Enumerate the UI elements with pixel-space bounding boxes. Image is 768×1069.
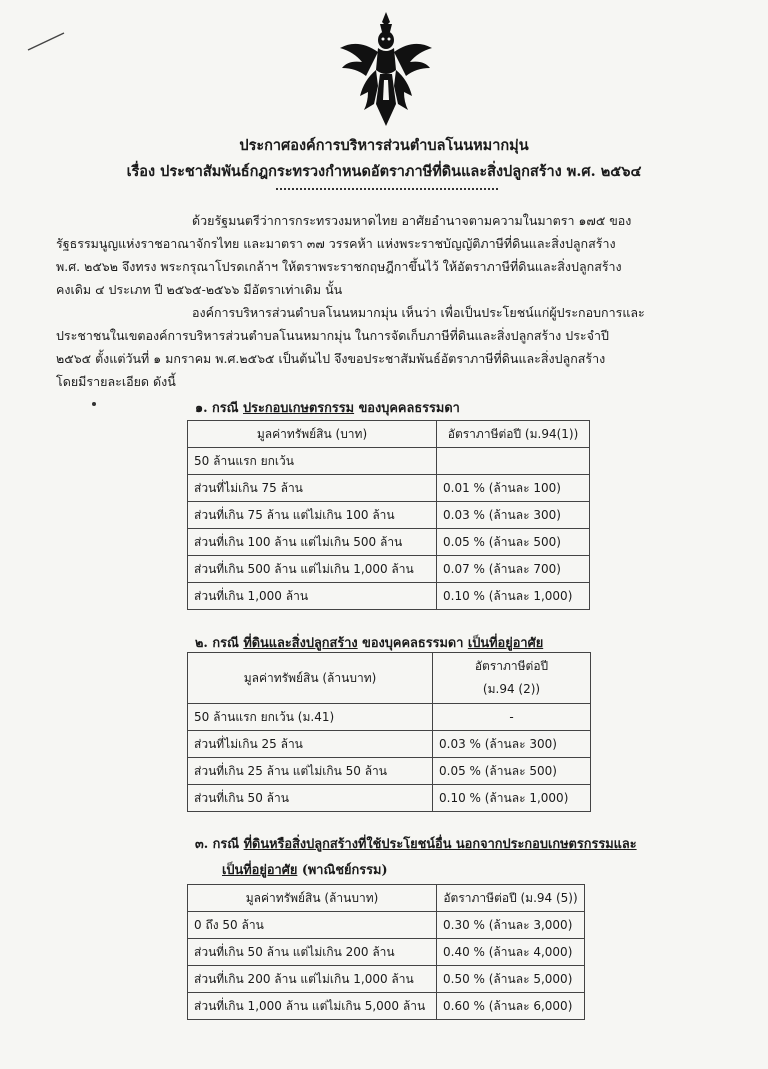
table-row xyxy=(188,583,590,610)
table-row xyxy=(188,966,585,993)
table-cell: 0.30 % (ล้านละ 3,000) xyxy=(437,912,585,939)
section-topic: ที่ดินและสิ่งปลูกสร้าง xyxy=(243,636,358,651)
section-topic: ที่ดินหรือสิ่งปลูกสร้างที่ใช้ประโยชน์อื่น นอกจากประกอบเกษตรกรรมและ xyxy=(243,837,637,852)
section-topic-2: เป็นที่อยู่อาศัย xyxy=(467,636,544,651)
announcement-title: ประกาศองค์การบริหารส่วนตำบลโนนหมากมุ่น xyxy=(239,137,529,154)
table-cell: 50 ล้านแรก ยกเว้น (ม.41) xyxy=(188,704,433,731)
section-3-heading-cont xyxy=(222,859,388,880)
paragraph-2 xyxy=(56,301,712,393)
section-1-heading xyxy=(195,397,460,418)
table-row xyxy=(188,758,591,785)
table-cell: 0.03 % (ล้านละ 300) xyxy=(437,502,590,529)
table-cell: 0.50 % (ล้านละ 5,000) xyxy=(437,966,585,993)
section-3-heading xyxy=(195,833,637,854)
table-row xyxy=(188,993,585,1020)
table-header-row xyxy=(188,885,585,912)
table-cell: 0.10 % (ล้านละ 1,000) xyxy=(433,785,591,812)
paragraph-line: รัฐธรรมนูญแห่งราชอาณาจักรไทย และมาตรา ๓๗ วรรคห้า แห่งพระราชบัญญัติภาษีที่ดินและสิ่งปลูกสร้าง xyxy=(56,236,616,251)
paragraph-1 xyxy=(56,209,712,301)
section-2-heading xyxy=(195,632,543,653)
table-row xyxy=(188,475,590,502)
paragraph-line: โดยมีรายละเอียด ดังนี้ xyxy=(56,374,176,389)
paragraph-line: ๒๕๖๕ ตั้งแต่วันที่ ๑ มกราคม พ.ศ.๒๕๖๕ เป็นต้นไป จึงขอประชาสัมพันธ์อัตราภาษีที่ดินและสิ่งปลูกสร้าง xyxy=(56,351,606,366)
table-cell: ส่วนที่เกิน 100 ล้าน แต่ไม่เกิน 500 ล้าน xyxy=(188,529,437,556)
table-cell: ส่วนที่เกิน 50 ล้าน xyxy=(188,785,433,812)
section-topic-rest: ของบุคคลธรรมดา xyxy=(357,636,468,651)
table-row xyxy=(188,529,590,556)
table-cell: 0.05 % (ล้านละ 500) xyxy=(433,758,591,785)
table-row xyxy=(188,731,591,758)
table-cell: 0.07 % (ล้านละ 700) xyxy=(437,556,590,583)
table-cell: ส่วนที่เกิน 25 ล้าน แต่ไม่เกิน 50 ล้าน xyxy=(188,758,433,785)
garuda-emblem-icon xyxy=(338,10,434,128)
table-row xyxy=(188,502,590,529)
table-cell: ส่วนที่เกิน 500 ล้าน แต่ไม่เกิน 1,000 ล้าน xyxy=(188,556,437,583)
table-cell: 0.40 % (ล้านละ 4,000) xyxy=(437,939,585,966)
section-number: ๓. กรณี xyxy=(195,837,244,852)
table-row xyxy=(188,556,590,583)
section-number: ๑. กรณี xyxy=(195,401,239,416)
paragraph-line: ด้วยรัฐมนตรีว่าการกระทรวงมหาดไทย อาศัยอำนาจตามความในมาตรา ๑๗๕ ของ xyxy=(192,213,632,228)
table-row xyxy=(188,448,590,475)
column-header-value: มูลค่าทรัพย์สิน (ล้านบาท) xyxy=(188,885,437,912)
table-row xyxy=(188,704,591,731)
table-row xyxy=(188,939,585,966)
column-header-rate-line2: (ม.94 (2)) xyxy=(482,682,541,696)
column-header-value: มูลค่าทรัพย์สิน (บาท) xyxy=(188,421,437,448)
section-topic: ประกอบเกษตรกรรม xyxy=(243,401,355,416)
table-header-row xyxy=(188,421,590,448)
paragraph-line: คงเดิม ๔ ประเภท ปี ๒๕๖๕-๒๕๖๖ มีอัตราเท่าเดิม นั้น xyxy=(56,282,343,297)
table-cell: ส่วนที่เกิน 1,000 ล้าน แต่ไม่เกิน 5,000 ล้าน xyxy=(188,993,437,1020)
pen-stroke-mark xyxy=(26,30,66,52)
section-topic-rest: ของบุคคลธรรมดา xyxy=(354,401,460,416)
table-cell: - xyxy=(433,704,591,731)
table-row xyxy=(188,785,591,812)
paragraph-line: ประชาชนในเขตองค์การบริหารส่วนตำบลโนนหมากมุ่น ในการจัดเก็บภาษีที่ดินและสิ่งปลูกสร้าง ประจำปี xyxy=(56,328,609,343)
column-header-value: มูลค่าทรัพย์สิน (ล้านบาท) xyxy=(188,653,433,704)
table-cell xyxy=(437,448,590,475)
table-row xyxy=(188,912,585,939)
table-cell: 0.05 % (ล้านละ 500) xyxy=(437,529,590,556)
paragraph-line: องค์การบริหารส่วนตำบลโนนหมากมุ่น เห็นว่า เพื่อเป็นประโยชน์แก่ผู้ประกอบการและ xyxy=(192,305,645,320)
table-cell: ส่วนที่เกิน 1,000 ล้าน xyxy=(188,583,437,610)
table-cell: ส่วนที่เกิน 50 ล้าน แต่ไม่เกิน 200 ล้าน xyxy=(188,939,437,966)
column-header-rate-line1: อัตราภาษีต่อปี xyxy=(474,659,549,673)
table-cell: ส่วนที่ไม่เกิน 75 ล้าน xyxy=(188,475,437,502)
tax-rate-table-residential xyxy=(187,652,591,812)
stray-dot-mark xyxy=(92,402,96,406)
table-cell: ส่วนที่ไม่เกิน 25 ล้าน xyxy=(188,731,433,758)
table-cell: ส่วนที่เกิน 200 ล้าน แต่ไม่เกิน 1,000 ล้าน xyxy=(188,966,437,993)
column-header-rate xyxy=(433,653,591,704)
table-cell: 0 ถึง 50 ล้าน xyxy=(188,912,437,939)
tax-rate-table-agriculture xyxy=(187,420,590,610)
table-header-row xyxy=(188,653,591,704)
section-topic-rest: (พาณิชย์กรรม) xyxy=(297,863,388,878)
table-cell: 0.60 % (ล้านละ 6,000) xyxy=(437,993,585,1020)
table-cell: ส่วนที่เกิน 75 ล้าน แต่ไม่เกิน 100 ล้าน xyxy=(188,502,437,529)
column-header-rate: อัตราภาษีต่อปี (ม.94 (5)) xyxy=(437,885,585,912)
table-cell: 0.03 % (ล้านละ 300) xyxy=(433,731,591,758)
paragraph-line: พ.ศ. ๒๕๖๒ จึงทรง พระกรุณาโปรดเกล้าฯ ให้ตราพระราชกฤษฎีกาขึ้นไว้ ให้อัตราภาษีที่ดินและสิ่งปลูกสร้าง xyxy=(56,259,622,274)
column-header-rate: อัตราภาษีต่อปี (ม.94(1)) xyxy=(437,421,590,448)
section-topic-2: เป็นที่อยู่อาศัย xyxy=(222,863,298,878)
table-cell: 0.10 % (ล้านละ 1,000) xyxy=(437,583,590,610)
dotted-divider xyxy=(276,188,498,190)
section-number: ๒. กรณี xyxy=(195,636,239,651)
table-cell: 0.01 % (ล้านละ 100) xyxy=(437,475,590,502)
table-cell: 50 ล้านแรก ยกเว้น xyxy=(188,448,437,475)
tax-rate-table-commercial xyxy=(187,884,585,1020)
announcement-subject: เรื่อง ประชาสัมพันธ์กฎกระทรวงกำหนดอัตราภาษีที่ดินและสิ่งปลูกสร้าง พ.ศ. ๒๕๖๔ xyxy=(126,163,642,180)
